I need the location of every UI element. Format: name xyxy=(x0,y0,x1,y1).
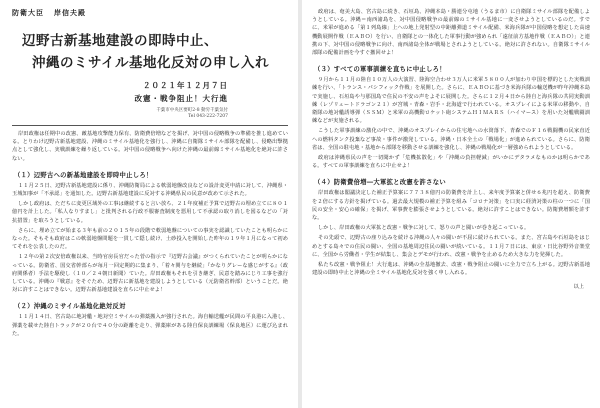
section-2-paragraph: 政府は、奄美大島、宮古島に続き、石垣島、沖縄本島・勝連分屯地（うるま市）に自衛隊ミサイル部隊を配備しようとしている。沖縄＝南西諸島を、対中国侵略戦争の最前線のミサイル基地に一変させようとしているのだ。すでに、米軍が進める「第１列島線」上への地上発射型の中距離弾道ミサイル配備、米海兵隊が中国侵略を想定した高速機動展開作戦（ＥＡＢＯ）を行い、自衛隊との一体化した軍事行動が強められ「遠征前方基地作戦（ＥＡＢＯ）」と連携の下、対中国の侵略戦争に向け、南西諸島全体が戦場とされようとしている。絶対に許されない。自衛隊ミサイル部隊の配備計画を今すぐ撤回せよ！ xyxy=(312,9,590,57)
section-1-paragraph: １１月２５日、辺野古新基地建設に係り、沖縄防衛局による軟弱地盤改良などの設計変更申請に対して、沖縄県・玉城知事が「不承認」を通知した。辺野古新基地建設に反対する沖縄県民の民意が改めて示された。 xyxy=(12,182,288,198)
sender-address: 千葉市中央区要町2-8 動労千葉気付 xyxy=(156,108,228,113)
recipient-org: 防衛大臣 xyxy=(12,9,44,17)
section-1-heading: （１）辺野古への新基地建設を即時中止しろ！ xyxy=(14,171,153,179)
divider xyxy=(12,125,288,126)
section-4-paragraph: 私たち改憲・戦争阻止！大行進は、沖縄の全基地撤去、改憲・戦争阻止の闘いに全力で立ち上がる。辺野古新基地建設の即時中止と沖縄の全ミサイル基地化反対を強く申し入れる。 xyxy=(312,262,590,277)
section-1-paragraph: １２年の第２次安倍政権以来、当時官房長官だった菅の指示で『辺野古会議』がつくられていたことが明らかになっている。防衛省、国交省幹部らが毎月一回定期的に集まり、「着々関与を継続」『かなりグレーな感じがする』（政府関係者）手法を駆使し（１０／２４朝日新聞）ていた。岸田政権もそれを引き継ぎ、民意を踏みにじり工事を強行している。沖縄の『戦意』をそぐため、辺野古に新基地を建設しようとしている（元防衛省幹部）ということだ。絶対に許すことはできない。辺野古新基地建設を直ちに中止せよ！ xyxy=(12,254,288,294)
section-3-heading: （３）すべての軍事訓練を直ちに中止しろ！ xyxy=(314,66,446,74)
document-date: ２０２１年１２月７日 xyxy=(143,81,228,90)
sender-tel: Tel 043-222-7207 xyxy=(188,114,228,119)
left-page xyxy=(0,0,298,408)
section-4-paragraph: しかし、岸田政権の大軍拡と改憲・戦争に対して、怒りの声と闘いが巻き起こっている。 xyxy=(318,225,530,232)
section-3-paragraph: 政府は沖縄県民の声を一切聞かず「危機拡散化」や「沖縄の負担軽減」がいかにデタラメなものかは明らかである。すべての軍事訓練を直ちに中止せよ！ xyxy=(312,155,590,170)
document-title xyxy=(22,30,288,74)
title-line-1: 辺野古新基地建設の即時中止、 xyxy=(22,33,218,49)
section-3-paragraph: こうした軍事訓練の激化の中で、沖縄のオスプレイからの住宅地への水筒落下、青森でのＦ１６戦闘機の民家直近への燃料タンク投棄など事故・事件が激発している。沖縄・日本全土の「戦場化」が進められている。さらに、防衛省は、全国の駐屯地・基地から部隊を移動させる訓練を強化し、沖縄の戦場化が一層強められようとしている。 xyxy=(312,128,590,151)
section-1-paragraph: しかし政府は、ただちに変更区域外の工事は継続すると言い放ち、２１年度補正予算で辺野古の埋め立てに８０１億円を計上した。「私人なりすまし」と批判される行政不服審査制度を悪用して不承認の取り消しを図るなどの「対抗措置」を取ろうとしている。 xyxy=(12,201,288,224)
closing-mark: 以上 xyxy=(573,284,584,291)
title-line-2: 沖縄のミサイル基地化反対の申し入れ xyxy=(32,55,270,71)
section-3-paragraph: ９月から１１月の陸自１０万人の大演習、陸海空合わせ３万人に米軍５８００人が加わり中国を標的とした実戦訓練を行い、「トランス・パシフィック作戦」を展開した。さらに、ＥＡＢＯに基づき米海兵隊の輸送機が昨年沖縄本島で実施し、石垣島や与那国島で住民の不安の声をよそに展開した。さらに１２月４日から陸自と海兵隊の共同実動訓練（レゾリュートドラゴン２１）が宮城・青森・岩手・北海道で行われている。オスプレイによる米軍の移動や、自衛隊の地対艦誘導弾（ＳＳＭ）と米軍の高機動ロケット砲システムＨＩＭＡＲＳ（ハイマース）を用いた対艦戦闘訓練などが実施される。 xyxy=(312,77,590,125)
section-4-heading: （４）防衛費倍増―大軍拡と改憲を許さない xyxy=(314,179,446,187)
section-4-paragraph: 岸田政権は閣議決定した補正予算案に７７３８億円の防衛費を計上し、来年度予算案と併せ６兆円を超え、防衛費を２倍にする方針を掲げている。過去最大規模の補正予算を組み「コロナ対策」を口実に経済対策の柱の一つに「国民の安全・安心の確保」を掲げ、軍事費を膨張させようとしている。絶対に許すことはできない。防衛費増額を許すな。 xyxy=(312,190,590,222)
section-1-paragraph: さらに、埋め立てが始まる３年も前の２０１５年の段階で軟弱地盤についての事実を認識していたことも明らかになった。そもそも政府はこの軟弱地盤問題を一貫して隠し続け、土砂投入を開始した昨年の１９年１月になって初めてそれを公表したのだ。 xyxy=(12,227,288,251)
section-2-heading: （２）沖縄のミサイル基地化絶対反対 xyxy=(14,303,126,311)
section-2-paragraph: １１月１４日、宮古島に地対艦・地対空ミサイルの弾薬搬入が強行された。海自輸送艦が民間の平良港に入港し、弾薬を載せた陸自トラックが２０台で４０分の距離を走り、弾薬庫がある陸自保良訓練場（保良地区）に運び込まれた。 xyxy=(12,314,288,337)
recipient xyxy=(12,8,288,18)
intro-paragraph: 岸田政権は任期中の改憲、敵基地攻撃能力保有、防衛費倍増などを掲げ、対中国の侵略戦争の準備を推し進めている。とりわけ辺野古新基地建設、沖縄のミサイル基地化を強行し、沖縄に自衛隊ミサイル部隊を配備し、侵略出撃拠点として強化し、実戦訓練を繰り返している。対中国の侵略戦争へ向けた沖縄の最前線ミサイル基地化を絶対に許さない。 xyxy=(12,131,288,162)
section-4-paragraph: その先頭で、辺野古の座り込みを続ける沖縄の人々の闘いが不屈に続けられている。また、宮古島や石垣島をはじめとする島々での住民の闘い、全国の基地周辺住民の闘いが続いている。１１月７日には、東京・日比谷野外音楽堂に、全国から労働者・学生が結集し、集会とデモが行われ、改憲・戦争を止めるため大きな力を発揮した。 xyxy=(312,235,590,258)
sender-block xyxy=(12,80,288,119)
recipient-name: 岸信夫殿 xyxy=(54,9,86,17)
sender-org: 改憲・戦争阻止！大行進 xyxy=(134,94,228,103)
right-page xyxy=(302,0,600,408)
